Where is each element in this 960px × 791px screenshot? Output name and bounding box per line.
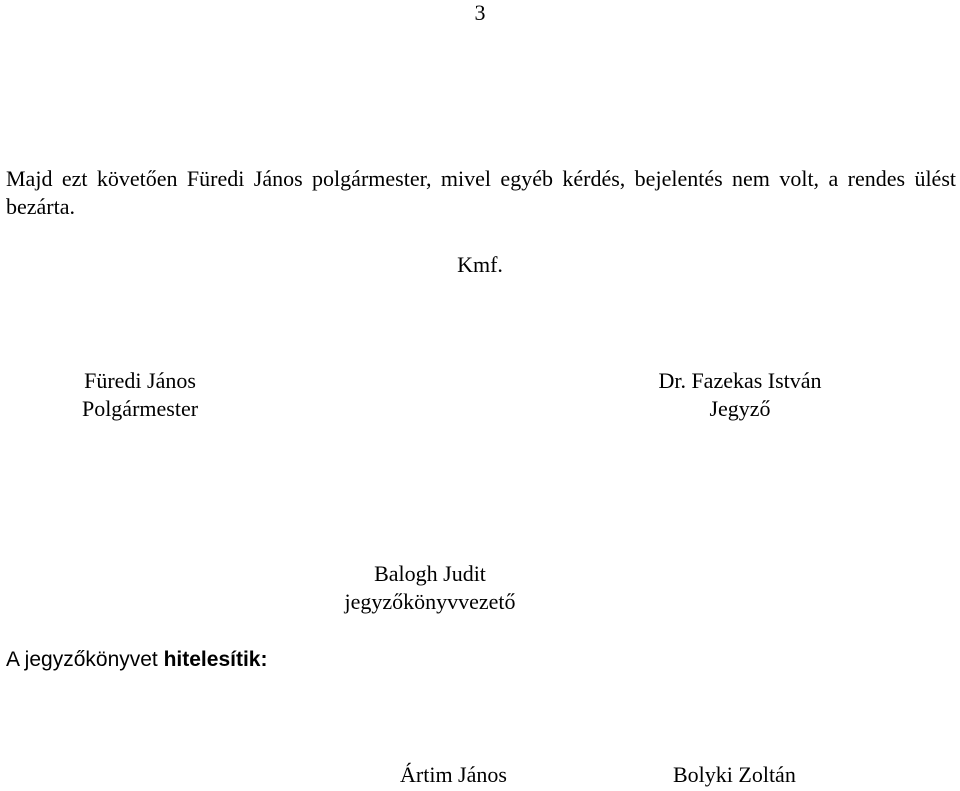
authentication-prefix: A jegyzőkönyvet xyxy=(6,648,164,671)
kmf-label: Kmf. xyxy=(457,252,503,277)
authenticator-bolyki: Bolyki Zoltán xyxy=(673,762,796,787)
mayor-name: Füredi János xyxy=(84,368,196,393)
closing-paragraph: Majd ezt követően Füredi János polgármester, mivel egyéb kérdés, bejelentés nem volt, a rendes ülést bezárta. xyxy=(6,166,956,219)
recorder-name: Balogh Judit xyxy=(374,561,486,586)
page-number: 3 xyxy=(474,0,486,25)
authenticator-artim: Ártim János xyxy=(400,762,507,787)
notary-signature xyxy=(610,367,870,423)
notary-name: Dr. Fazekas István xyxy=(658,368,822,393)
recorder-title: jegyzőkönyvvezető xyxy=(344,589,516,614)
authentication-emphasis: hitelesítik: xyxy=(163,648,268,671)
authentication-heading xyxy=(6,647,267,672)
recorder-signature xyxy=(300,560,560,616)
mayor-signature xyxy=(40,367,240,423)
notary-title: Jegyző xyxy=(709,396,771,421)
mayor-title: Polgármester xyxy=(81,396,199,421)
